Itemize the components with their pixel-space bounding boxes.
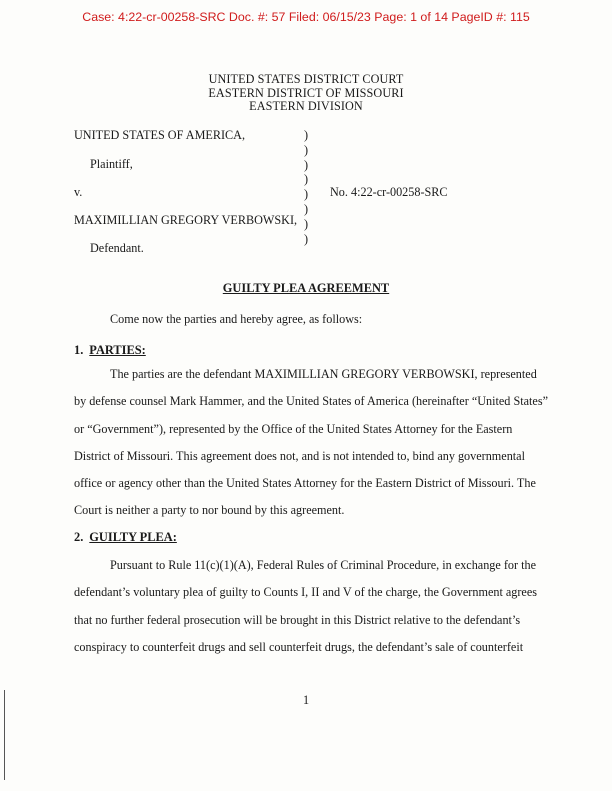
court-name: UNITED STATES DISTRICT COURT: [208, 72, 404, 86]
paragraph-line: or “Government”), represented by the Office of the United States Attorney for the Eastern: [74, 422, 513, 436]
plaintiff-name: UNITED STATES OF AMERICA,: [74, 128, 246, 142]
court-heading: [0, 73, 612, 114]
page-number: 1: [302, 693, 310, 707]
paragraph-line: conspiracy to counterfeit drugs and sell counterfeit drugs, the defendant’s sale of counterfeit: [74, 640, 524, 654]
document-title: GUILTY PLEA AGREEMENT: [222, 281, 390, 295]
scan-edge-line: [4, 690, 5, 780]
paragraph-line: office or agency other than the United States Attorney for the Eastern District of Missouri. The: [74, 476, 536, 490]
plaintiff-label: Plaintiff,: [90, 157, 133, 171]
section-label: PARTIES:: [89, 343, 146, 357]
paragraph-line: that no further federal prosecution will be brought in this District relative to the defendant’s: [74, 613, 521, 627]
section-heading-guilty-plea: [74, 530, 177, 545]
caption-paren: ): [304, 157, 309, 172]
defendant-name: MAXIMILLIAN GREGORY VERBOWSKI,: [74, 213, 298, 227]
caption-paren: ): [304, 142, 309, 157]
versus-label: v.: [74, 185, 83, 199]
paragraph-line: by defense counsel Mark Hammer, and the United States of America (hereinafter “United States”: [74, 394, 548, 408]
caption-parentheses: [304, 128, 308, 246]
case-number: No. 4:22-cr-00258-SRC: [330, 185, 448, 199]
caption-paren: ): [304, 172, 309, 187]
caption-paren: ): [304, 187, 309, 202]
paragraph-line: Court is neither a party to nor bound by this agreement.: [74, 503, 345, 517]
defendant-label: Defendant.: [90, 241, 144, 255]
section-heading-parties: [74, 343, 146, 358]
intro-paragraph: Come now the parties and hereby agree, as follows:: [110, 312, 363, 326]
paragraph-line: District of Missouri. This agreement does not, and is not intended to, bind any governmental: [74, 449, 525, 463]
section-number: 1.: [74, 343, 84, 357]
caption-paren: ): [304, 231, 309, 246]
section-number: 2.: [74, 530, 84, 544]
court-division: EASTERN DIVISION: [249, 99, 363, 114]
paragraph-line: defendant’s voluntary plea of guilty to Counts I, II and V of the charge, the Government agrees: [74, 585, 537, 599]
court-district: EASTERN DISTRICT OF MISSOURI: [208, 85, 404, 100]
caption-paren: ): [304, 128, 309, 142]
paragraph-line: Pursuant to Rule 11(c)(1)(A), Federal Rules of Criminal Procedure, in exchange for the: [110, 558, 536, 572]
ecf-header-stamp: Case: 4:22-cr-00258-SRC Doc. #: 57 Filed: 06/15/23 Page: 1 of 14 PageID #: 115: [82, 10, 530, 24]
paragraph-line: The parties are the defendant MAXIMILLIAN GREGORY VERBOWSKI, represented: [110, 367, 537, 381]
section-label: GUILTY PLEA:: [89, 530, 177, 544]
caption-paren: ): [304, 216, 309, 231]
caption-paren: ): [304, 201, 309, 216]
